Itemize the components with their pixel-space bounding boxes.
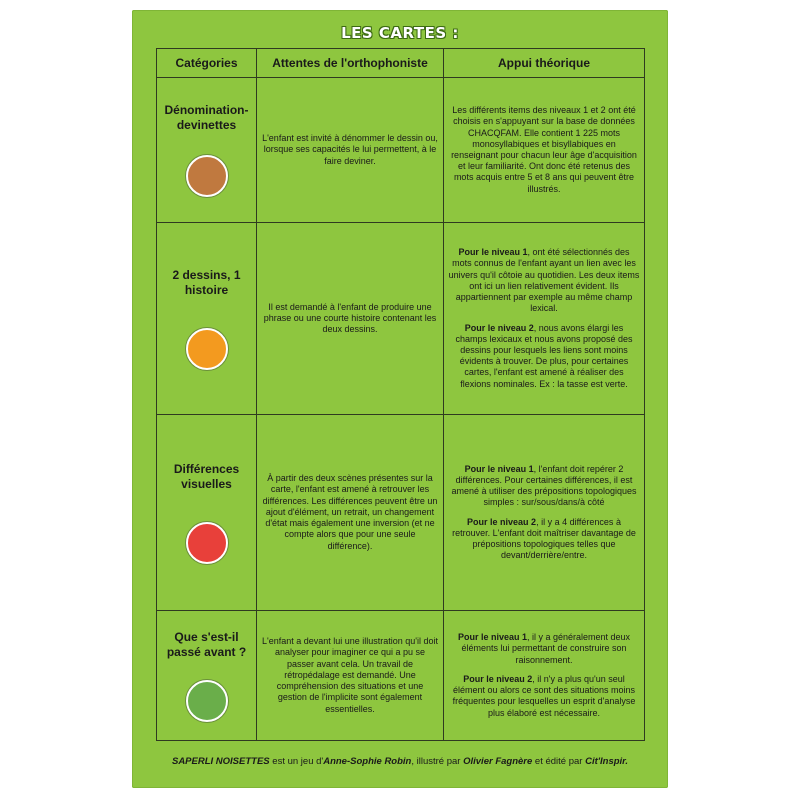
credits-text: est un jeu d' [269,756,324,767]
game-name: SAPERLI NOISETTES [171,756,270,767]
category-cell [157,415,257,611]
theory-cell [444,78,645,223]
cards-table [156,48,645,741]
theory-level-label: Pour le niveau 1 [458,247,528,258]
table-row [157,415,645,611]
theory-text: Les différents items des niveaux 1 et 2 ont été choisis en s'appuyant sur la base de données CHACQFAM. Elle contient 1 225 mots monosyllabiques et bisyllabiques en renseignant pour chacun leur âge d'acquisition et leur familiarité. Ont donc été retenus des mots acquis entre 5 et 8 ans qui peuvent être illustrés. [451,105,637,194]
credits-text: et édité par [532,756,586,767]
header-categories: Catégories [157,49,257,78]
category-label: Que s'est-il passé avant ? [166,629,247,659]
expectation-cell: Il est demandé à l'enfant de produire une phrase ou une courte histoire contenant les deux dessins. [257,223,444,415]
theory-cell [444,415,645,611]
category-label: Dénomination-devinettes [164,103,249,132]
theory-text: , ont été sélectionnés des mots connus de l'enfant ayant un lien avec les univers qu'il côtoie au quotidien. Les deux items ont ici un lien relativement évident. Ils appartiennent par exemple au même champ lexical. [448,247,640,314]
credits-text: , illustré par [411,756,464,767]
theory-text: , il n'y a plus qu'un seul élément ou alors ce sont des situations moins fréquentes pour lesquelles un esprit d'analyse plus élaboré est nécessaire. [452,673,636,718]
theory-text: , il y a généralement deux éléments lui permettant de construire son raisonnement. [461,632,631,665]
category-cell [157,611,257,741]
color-dot [186,680,228,722]
expectation-cell: À partir des deux scènes présentes sur la carte, l'enfant est amené à retrouver les différences. Les différences peuvent être un ajout d'élément, un retrait, un changement d'état mais également une inversion (et ne compte alors que pour une seule différence). [257,415,444,611]
theory-level-label: Pour le niveau 1 [464,463,534,474]
category-label: 2 dessins, 1 histoire [172,267,241,297]
theory-level-label: Pour le niveau 2 [464,322,534,333]
expectation-cell: L'enfant a devant lui une illustration qu'il doit analyser pour imaginer ce qui a pu se passer avant cela. Un travail de rétropédalage est demandé. Une compréhension des situations et une gestion de l'implicite sont également essentielles. [257,611,444,741]
expectation-cell: L'enfant est invité à dénommer le dessin ou, lorsque ses capacités le lui permettent, à le faire deviner. [257,78,444,223]
color-dot [186,155,228,197]
publisher-name: Cit'Inspir. [585,756,628,767]
theory-level-label: Pour le niveau 2 [463,673,533,684]
category-cell [157,223,257,415]
table-row [157,78,645,223]
category-cell [157,78,257,223]
table-row [157,223,645,415]
color-dot [186,328,228,370]
header-expectations: Attentes de l'orthophoniste [257,49,444,78]
theory-text: , il y a 4 différences à retrouver. L'enfant doit maîtriser davantage de prépositions topologiques telles que devant/derrière/entre. [452,516,636,561]
category-label: Différences visuelles [173,461,240,491]
theory-text: , l'enfant doit repérer 2 différences. Pour certaines différences, il est amené à utiliser des prépositions topologiques simples : sur/sous/dans/à côté [451,463,637,508]
theory-level-label: Pour le niveau 1 [457,632,527,643]
color-dot [186,522,228,564]
theory-level-label: Pour le niveau 2 [467,516,537,527]
card-sheet [132,10,668,788]
header-theory: Appui théorique [444,49,645,78]
table-row [157,611,645,741]
credits-footer [132,756,668,767]
theory-cell [444,223,645,415]
table-header-row [157,49,645,78]
illustrator-name: Olivier Fagnère [463,756,533,767]
theory-text: , nous avons élargi les champs lexicaux et nous avons proposé des dessins pour lesquels les liens sont moins évidents à trouver. De plus, pour certaines cartes, l'enfant est amené à réaliser des flexions nominales. Ex : la tasse est verte. [455,322,633,389]
theory-cell [444,611,645,741]
author-name: Anne-Sophie Robin [323,756,412,767]
page-title: LES CARTES : [341,24,459,42]
